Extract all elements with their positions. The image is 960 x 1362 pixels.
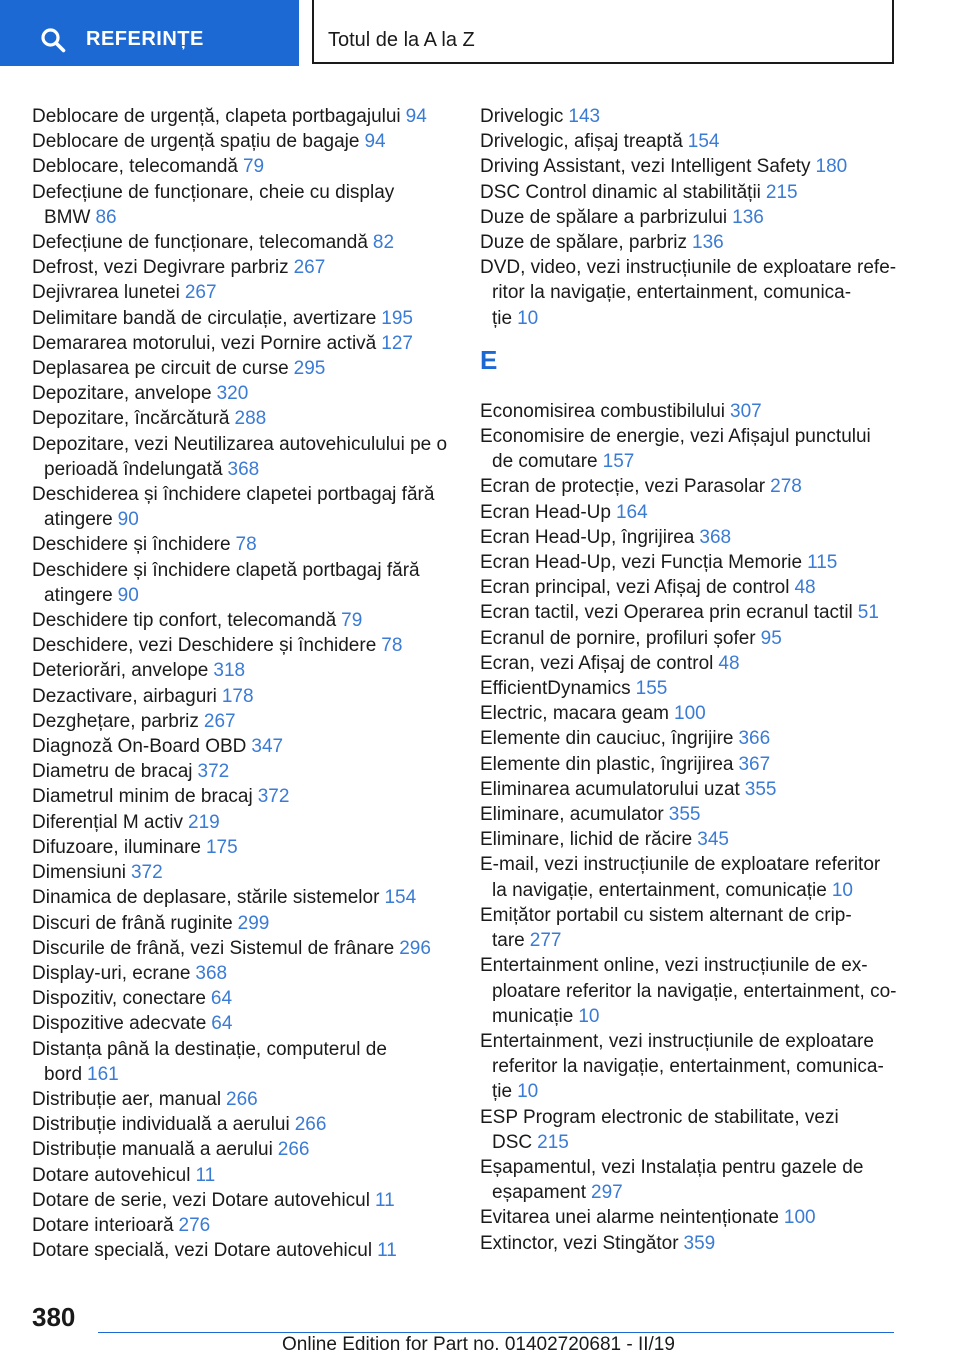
- index-entry: [32, 331, 462, 356]
- index-entry-text: Deplasarea pe circuit de curse: [32, 358, 289, 380]
- index-entry-text: Elemente din cauciuc, îngrijire: [480, 728, 734, 750]
- index-entry-text: DSC: [492, 1131, 533, 1153]
- index-entry: [32, 860, 462, 885]
- index-entry: [32, 1037, 462, 1087]
- page-reference-link[interactable]: 347: [251, 736, 284, 758]
- index-entry: [32, 658, 462, 683]
- section-title: Totul de la A la Z: [328, 29, 475, 51]
- page-reference-link[interactable]: 94: [364, 131, 386, 153]
- page-reference-link[interactable]: 90: [117, 509, 139, 531]
- index-entry: [480, 575, 900, 600]
- index-entry-text: Dotare interioară: [32, 1214, 174, 1236]
- page-reference-link[interactable]: 266: [294, 1114, 327, 1136]
- index-entry-text: Dotare specială, vezi Dotare autovehicul: [32, 1240, 373, 1262]
- index-entry-text: Diferențial M activ: [32, 811, 183, 833]
- index-entry: [32, 381, 462, 406]
- page-reference-link[interactable]: 11: [195, 1164, 216, 1186]
- index-entry: [480, 230, 900, 255]
- index-entry-text: Deschidere, vezi Deschidere și închidere: [32, 635, 377, 657]
- index-entry-text: Diametrul minim de bracaj: [32, 786, 253, 808]
- page-reference-link[interactable]: 296: [399, 937, 431, 959]
- index-entry-text: Dispozitive adecvate: [32, 1013, 207, 1035]
- index-entry: [32, 1137, 462, 1162]
- page-reference-link[interactable]: 266: [226, 1088, 258, 1110]
- page-reference-link[interactable]: 372: [197, 761, 230, 783]
- index-entry-text: atingere: [44, 584, 113, 606]
- index-entry: [32, 406, 462, 431]
- index-entry: [480, 1231, 900, 1256]
- index-entry-text: Economisirea combustibilului: [480, 400, 725, 422]
- index-entry: [32, 936, 462, 961]
- page-reference-link[interactable]: 355: [668, 804, 701, 826]
- page-reference-link[interactable]: 64: [211, 1013, 233, 1035]
- index-entry-text: Entertainment, vezi instrucțiunile de exploatare: [480, 1030, 874, 1052]
- index-entry: [32, 356, 462, 381]
- page-reference-link[interactable]: 10: [578, 1005, 600, 1027]
- index-entry-text: municație: [492, 1005, 574, 1027]
- index-entry-text: ritor la navigație, entertainment, comunica-: [492, 282, 852, 304]
- index-entry: [480, 180, 900, 205]
- index-entry: [32, 230, 462, 255]
- index-entry-text: Distribuție manuală a aerului: [32, 1139, 273, 1161]
- page-reference-link[interactable]: 127: [381, 332, 413, 354]
- index-entry-text: Defecțiune de funcționare, telecomandă: [32, 232, 368, 254]
- index-entry: [480, 726, 900, 751]
- index-entry-text: bord: [44, 1063, 83, 1085]
- index-entry-text: Duze de spălare, parbriz: [480, 232, 687, 254]
- index-entry-text: Diametru de bracaj: [32, 761, 193, 783]
- page-reference-link[interactable]: 82: [372, 232, 395, 254]
- index-entry-text: Deteriorări, anvelope: [32, 660, 209, 682]
- index-entry-text: Deschidere și închidere: [32, 534, 231, 556]
- index-entry: [32, 306, 462, 331]
- index-entry-text: Eliminarea acumulatorului uzat: [480, 778, 740, 800]
- index-entry: [480, 129, 900, 154]
- index-entry: [480, 1205, 900, 1230]
- index-entry-text: Distribuție aer, manual: [32, 1088, 222, 1110]
- section-title-tab[interactable]: [312, 0, 894, 64]
- page-reference-link[interactable]: 355: [744, 778, 777, 800]
- page-reference-link[interactable]: 195: [381, 307, 413, 329]
- index-entry: [480, 550, 900, 575]
- index-column-right: [480, 104, 900, 1256]
- index-entry-text: Eliminare, acumulator: [480, 804, 664, 826]
- index-entry: [32, 784, 462, 809]
- index-entry-text: Ecran Head-Up, vezi Funcția Memorie: [480, 552, 803, 574]
- index-entry: [32, 885, 462, 910]
- page-reference-link[interactable]: 86: [95, 206, 117, 228]
- index-entry-text: ție: [492, 1081, 513, 1103]
- page-reference-link[interactable]: 366: [738, 728, 771, 750]
- index-entry: [32, 558, 462, 608]
- page-reference-link[interactable]: 64: [210, 988, 233, 1010]
- page-number: 380: [32, 1302, 76, 1332]
- page-reference-link[interactable]: 10: [831, 879, 853, 901]
- index-entry-text: Deblocare, telecomandă: [32, 156, 238, 178]
- index-entry: [480, 626, 900, 651]
- index-entry: [480, 651, 900, 676]
- page-reference-link[interactable]: 136: [692, 232, 724, 254]
- index-entry: [32, 180, 462, 230]
- index-entry-text: Distribuție individuală a aerului: [32, 1114, 290, 1136]
- index-entry: [32, 280, 462, 305]
- index-entry: [480, 474, 900, 499]
- index-entry-text: Ecran Head-Up, îngrijirea: [480, 526, 695, 548]
- index-entry-text: Economisire de energie, vezi Afișajul punctului: [480, 426, 871, 448]
- index-entry-text: Deblocare de urgență spațiu de bagaje: [32, 131, 360, 153]
- index-entry: [32, 129, 462, 154]
- page-reference-link[interactable]: 79: [341, 610, 363, 632]
- page-reference-link[interactable]: 219: [188, 811, 220, 833]
- search-tab-label: REFERINȚE: [86, 28, 204, 50]
- index-entry-text: Eșapamentul, vezi Instalația pentru gazele de: [480, 1156, 864, 1178]
- page-reference-link[interactable]: 115: [807, 552, 838, 574]
- index-entry: [32, 633, 462, 658]
- page-reference-link[interactable]: 277: [529, 930, 562, 952]
- index-entry-text: Defecțiune de funcționare, cheie cu display: [32, 181, 395, 203]
- page-reference-link[interactable]: 215: [537, 1131, 569, 1153]
- page-reference-link[interactable]: 345: [697, 829, 729, 851]
- page-reference-link[interactable]: 320: [216, 383, 249, 405]
- index-entry-text: Ecran tactil, vezi Operarea prin ecranul tactil: [480, 602, 853, 624]
- index-entry-text: Dinamica de deplasare, stările sistemelor: [32, 887, 380, 909]
- index-entry-text: Dejivrarea lunetei: [32, 282, 180, 304]
- index-entry: [32, 1213, 462, 1238]
- index-entry-text: Evitarea unei alarme neintenționate: [480, 1207, 779, 1229]
- index-entry-text: ploatare referitor la navigație, entertainment, co-: [492, 980, 897, 1002]
- page-reference-link[interactable]: 100: [674, 703, 706, 725]
- page-reference-link[interactable]: 278: [770, 476, 802, 498]
- index-group-e: [480, 399, 900, 1256]
- page-reference-link[interactable]: 267: [203, 710, 236, 732]
- index-entry: [32, 1188, 462, 1213]
- index-entry: [32, 255, 462, 280]
- page-reference-link[interactable]: 299: [237, 912, 270, 934]
- page-reference-link[interactable]: 368: [699, 526, 732, 548]
- page-reference-link[interactable]: 368: [195, 962, 228, 984]
- index-entry-text: Deschidere tip confort, telecomandă: [32, 610, 337, 632]
- index-entry-text: Demararea motorului, vezi Pornire activă: [32, 332, 377, 354]
- page-reference-link[interactable]: 359: [683, 1232, 716, 1254]
- page-reference-link[interactable]: 94: [405, 106, 427, 127]
- index-entry-text: Ecran principal, vezi Afișaj de control: [480, 577, 790, 599]
- index-entry-text: de comutare: [492, 451, 598, 473]
- index-entry: [32, 1238, 462, 1263]
- page-reference-link[interactable]: 276: [178, 1214, 211, 1236]
- page-reference-link[interactable]: 267: [184, 282, 217, 304]
- index-entry-text: Depozitare, încărcătură: [32, 408, 230, 430]
- index-entry-text: E-mail, vezi instrucțiunile de exploatare referitor: [480, 854, 881, 876]
- index-entry-text: Extinctor, vezi Stingător: [480, 1232, 679, 1254]
- index-entry: [480, 953, 900, 1029]
- index-entry: [32, 104, 462, 129]
- index-entry-text: Display-uri, ecrane: [32, 962, 191, 984]
- index-entry: [480, 600, 900, 625]
- index-entry: [480, 154, 900, 179]
- index-entry: [32, 961, 462, 986]
- index-entry-text: Dotare de serie, vezi Dotare autovehicul: [32, 1189, 370, 1211]
- index-entry: [480, 777, 900, 802]
- page-reference-link[interactable]: 11: [374, 1189, 395, 1211]
- index-entry: [480, 500, 900, 525]
- page-reference-link[interactable]: 180: [815, 156, 848, 178]
- index-entry: [32, 154, 462, 179]
- index-entry-text: Ecran, vezi Afișaj de control: [480, 652, 714, 674]
- index-entry: [32, 1163, 462, 1188]
- index-entry: [32, 1087, 462, 1112]
- search-references-tab[interactable]: [0, 0, 299, 66]
- index-column-left: [32, 104, 462, 1263]
- index-entry-text: Dezghețare, parbriz: [32, 710, 199, 732]
- index-entry-text: Drivelogic: [480, 106, 564, 127]
- page-reference-link[interactable]: 155: [635, 678, 668, 700]
- index-entry-text: Ecran de protecție, vezi Parasolar: [480, 476, 766, 498]
- page-reference-link[interactable]: 154: [687, 131, 720, 153]
- index-entry: [32, 608, 462, 633]
- index-entry-text: atingere: [44, 509, 113, 531]
- page-reference-link[interactable]: 79: [242, 156, 265, 178]
- page-reference-link[interactable]: 288: [234, 408, 267, 430]
- index-entry: [480, 701, 900, 726]
- index-entry: [480, 903, 900, 953]
- index-entry: [480, 1029, 900, 1105]
- page-reference-link[interactable]: 10: [517, 307, 539, 329]
- index-entry: [480, 1155, 900, 1205]
- index-entry-text: ESP Program electronic de stabilitate, vezi: [480, 1106, 839, 1128]
- page-reference-link[interactable]: 295: [293, 358, 326, 380]
- page-reference-link[interactable]: 372: [257, 786, 290, 808]
- index-entry-text: Diagnoză On-Board OBD: [32, 736, 247, 758]
- index-entry-text: ție: [492, 307, 513, 329]
- index-entry: [32, 759, 462, 784]
- index-entry-text: Eliminare, lichid de răcire: [480, 829, 693, 851]
- index-entry-text: Delimitare bandă de circulație, avertizare: [32, 307, 377, 329]
- index-entry-text: tare: [492, 930, 525, 952]
- index-entry-text: Dimensiuni: [32, 862, 126, 884]
- index-entry: [480, 424, 900, 474]
- footer-divider: [98, 1332, 894, 1333]
- index-entry: [32, 1112, 462, 1137]
- index-entry: [32, 432, 462, 482]
- index-entry-text: Deblocare de urgență, clapeta portbagajului: [32, 106, 401, 127]
- page-reference-link[interactable]: 161: [87, 1063, 119, 1085]
- index-entry-text: Depozitare, anvelope: [32, 383, 212, 405]
- search-icon: [40, 27, 66, 53]
- index-entry: [480, 205, 900, 230]
- index-entry-text: Dezactivare, airbaguri: [32, 685, 217, 707]
- index-group-d-continued: [480, 104, 900, 331]
- page-reference-link[interactable]: 164: [615, 501, 648, 523]
- index-entry-text: Defrost, vezi Degivrare parbriz: [32, 257, 289, 279]
- page-reference-link[interactable]: 51: [857, 602, 879, 624]
- index-entry-text: Duze de spălare a parbrizului: [480, 206, 728, 228]
- page-reference-link[interactable]: 143: [568, 106, 601, 127]
- index-entry: [32, 482, 462, 532]
- index-entry-text: Depozitare, vezi Neutilizarea autovehiculului pe o: [32, 433, 448, 455]
- page-reference-link[interactable]: 157: [602, 451, 635, 473]
- index-entry: [32, 532, 462, 557]
- index-entry-text: la navigație, entertainment, comunicație: [492, 879, 827, 901]
- page-reference-link[interactable]: 368: [227, 458, 260, 480]
- page-reference-link[interactable]: 48: [718, 652, 740, 674]
- index-entry-text: Discurile de frână, vezi Sistemul de frânare: [32, 937, 395, 959]
- page-reference-link[interactable]: 78: [381, 635, 403, 657]
- index-entry-text: EfficientDynamics: [480, 678, 631, 700]
- index-entry: [480, 852, 900, 902]
- index-entry-text: DVD, video, vezi instrucțiunile de exploatare refe-: [480, 257, 897, 279]
- index-entry: [32, 986, 462, 1011]
- index-entry: [32, 684, 462, 709]
- page-reference-link[interactable]: 267: [293, 257, 326, 279]
- index-entry-text: Discuri de frână ruginite: [32, 912, 233, 934]
- index-entry-text: eșapament: [492, 1182, 587, 1204]
- page-reference-link[interactable]: 48: [794, 577, 816, 599]
- page-reference-link[interactable]: 297: [591, 1182, 623, 1204]
- page-reference-link[interactable]: 78: [235, 534, 257, 556]
- index-entry: [480, 525, 900, 550]
- header: [0, 0, 960, 66]
- index-entry-text: Deschidere și închidere clapetă portbagaj fără: [32, 559, 420, 581]
- index-entry: [480, 1105, 900, 1155]
- section-letter-e: E: [480, 344, 498, 375]
- page-reference-link[interactable]: 266: [277, 1139, 310, 1161]
- index-entry-text: BMW: [44, 206, 91, 228]
- page-reference-link[interactable]: 95: [760, 627, 782, 649]
- index-entry-text: perioadă îndelungată: [44, 458, 223, 480]
- page-reference-link[interactable]: 11: [377, 1240, 397, 1262]
- page-reference-link[interactable]: 318: [213, 660, 246, 682]
- index-entry: [32, 734, 462, 759]
- index-entry-text: Elemente din plastic, îngrijirea: [480, 753, 734, 775]
- index-entry: [32, 709, 462, 734]
- index-entry: [480, 827, 900, 852]
- index-entry-text: referitor la navigație, entertainment, comunica-: [492, 1056, 884, 1078]
- index-entry-text: Deschiderea și închidere clapetei portbagaj fără: [32, 484, 435, 506]
- page-reference-link[interactable]: 372: [130, 862, 163, 884]
- index-entry: [480, 752, 900, 777]
- edition-footer: Online Edition for Part no. 01402720681 - II/19: [282, 1334, 675, 1355]
- index-entry-text: DSC Control dinamic al stabilității: [480, 181, 761, 203]
- index-entry-text: Entertainment online, vezi instrucțiunile de ex-: [480, 955, 868, 977]
- page-reference-link[interactable]: 136: [732, 206, 764, 228]
- index-entry: [32, 835, 462, 860]
- index-entry-text: Ecran Head-Up: [480, 501, 611, 523]
- index-entry: [480, 255, 900, 331]
- index-entry: [480, 676, 900, 701]
- page-reference-link[interactable]: 154: [384, 887, 417, 909]
- index-entry-text: Drivelogic, afișaj treaptă: [480, 131, 683, 153]
- index-entry-text: Electric, macara geam: [480, 703, 670, 725]
- index-entry-text: Dotare autovehicul: [32, 1164, 191, 1186]
- page-reference-link[interactable]: 178: [221, 685, 254, 707]
- page-reference-link[interactable]: 90: [117, 584, 139, 606]
- index-entry: [32, 911, 462, 936]
- index-entry: [32, 1011, 462, 1036]
- index-entry: [480, 104, 900, 129]
- index-entry-text: Distanța până la destinație, computerul de: [32, 1038, 387, 1060]
- page-reference-link[interactable]: 307: [730, 400, 762, 422]
- index-entry-text: Dispozitiv, conectare: [32, 988, 206, 1010]
- page-reference-link[interactable]: 10: [517, 1081, 539, 1103]
- index-entry-text: Driving Assistant, vezi Intelligent Safety: [480, 156, 811, 178]
- page-reference-link[interactable]: 367: [738, 753, 771, 775]
- page-reference-link[interactable]: 215: [765, 181, 798, 203]
- page-reference-link[interactable]: 175: [205, 836, 238, 858]
- index-entry-text: Emițător portabil cu sistem alternant de crip-: [480, 904, 852, 926]
- page-reference-link[interactable]: 100: [783, 1207, 816, 1229]
- index-entry: [32, 810, 462, 835]
- index-entry: [480, 802, 900, 827]
- index-entry: [480, 399, 900, 424]
- index-entry-text: Difuzoare, iluminare: [32, 836, 201, 858]
- index-entry-text: Ecranul de pornire, profiluri șofer: [480, 627, 756, 649]
